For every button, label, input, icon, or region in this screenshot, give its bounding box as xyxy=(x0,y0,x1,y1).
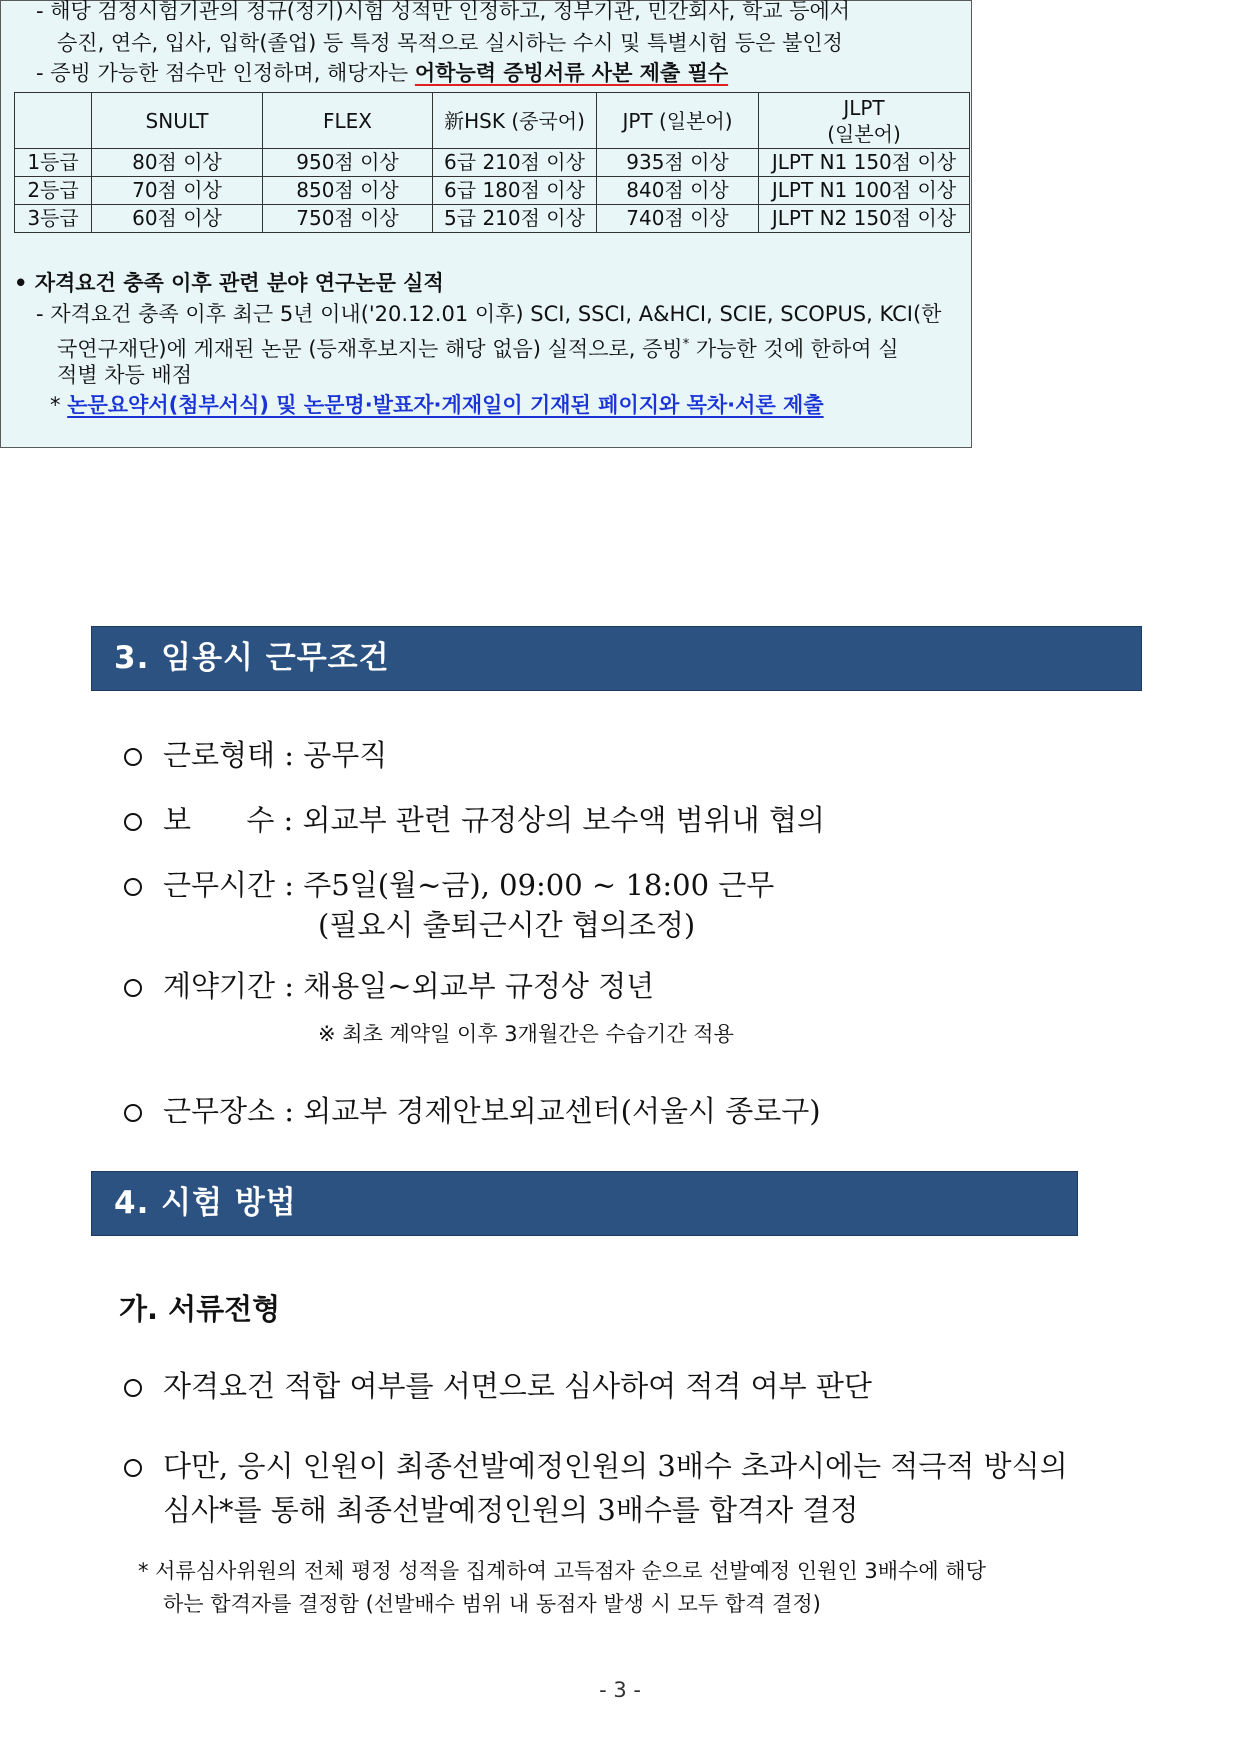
table-row xyxy=(15,177,970,205)
table-cell: 6급 180점 이상 xyxy=(433,177,597,205)
section-3-header: 3. 임용시 근무조건 xyxy=(91,626,1142,691)
table-cell: 80점 이상 xyxy=(92,149,263,177)
jlpt-label: JLPT xyxy=(843,95,885,120)
circle-bullet-icon xyxy=(124,1459,142,1477)
table-cell: JLPT N1 100점 이상 xyxy=(759,177,970,205)
table-header-row xyxy=(15,93,970,149)
table-cell: 70점 이상 xyxy=(92,177,263,205)
table-cell: 3등급 xyxy=(15,205,92,233)
table-header-cell-jlpt xyxy=(759,93,970,149)
circle-bullet-icon xyxy=(124,813,142,831)
table-cell: 740점 이상 xyxy=(597,205,759,233)
salary: 보 수 : 외교부 관련 규정상의 보수액 범위내 협의 xyxy=(163,803,825,837)
footnote-mark: * xyxy=(682,337,690,352)
paper-line-2 xyxy=(57,331,898,363)
section-4-header: 4. 시험 방법 xyxy=(91,1171,1078,1236)
table-header-cell xyxy=(15,93,92,149)
work-hours-note: (필요시 출퇴근시간 협의조정) xyxy=(318,908,696,942)
screening-item-2-line-1: 다만, 응시 인원이 최종선발예정인원의 3배수 초과시에는 적극적 방식의 xyxy=(163,1449,1068,1483)
probation-note: ※ 최초 계약일 이후 3개월간은 수습기간 적용 xyxy=(318,1022,734,1046)
table-cell: 5급 210점 이상 xyxy=(433,205,597,233)
page-number: - 3 - xyxy=(599,1678,641,1702)
footnote-star: * xyxy=(50,393,68,417)
box-line-3 xyxy=(36,59,728,87)
table-cell: 2등급 xyxy=(15,177,92,205)
language-proof-required: 어학능력 증빙서류 사본 제출 필수 xyxy=(414,61,729,85)
circle-bullet-icon xyxy=(124,1104,142,1122)
jlpt-lang-label: (일본어) xyxy=(827,121,901,146)
table-row xyxy=(15,149,970,177)
paper-submission-link[interactable]: 논문요약서(첨부서식) 및 논문명·발표자·게재일이 기재된 페이지와 목차·서론 제출 xyxy=(67,393,824,417)
screening-note-line-1: * 서류심사위원의 전체 평정 성적을 집계하여 고득점자 순으로 선발예정 인원인 3배수에 해당 xyxy=(138,1559,986,1583)
table-cell: JLPT N2 150점 이상 xyxy=(759,205,970,233)
language-score-table xyxy=(14,92,970,233)
work-hours: 근무시간 : 주5일(월~금), 09:00 ~ 18:00 근무 xyxy=(163,868,775,902)
table-cell: 950점 이상 xyxy=(263,149,433,177)
circle-bullet-icon xyxy=(124,748,142,766)
table-cell: 850점 이상 xyxy=(263,177,433,205)
box-line-3-text: - 증빙 가능한 점수만 인정하며, 해당자는 xyxy=(36,61,415,85)
contract-period: 계약기간 : 채용일~외교부 규정상 정년 xyxy=(163,969,655,1003)
circle-bullet-icon xyxy=(124,1379,142,1397)
work-location: 근무장소 : 외교부 경제안보외교센터(서울시 종로구) xyxy=(163,1094,821,1128)
document-screening-title: 가. 서류전형 xyxy=(119,1292,281,1326)
box-line-1: - 해당 검정시험기관의 정규(정기)시험 성적만 인정하고, 정부기관, 민간회사, 학교 등에서 xyxy=(36,0,851,23)
table-cell: 935점 이상 xyxy=(597,149,759,177)
table-cell: 840점 이상 xyxy=(597,177,759,205)
paper-line-4 xyxy=(50,391,824,419)
table-row xyxy=(15,205,970,233)
table-cell: 60점 이상 xyxy=(92,205,263,233)
table-cell: 750점 이상 xyxy=(263,205,433,233)
paper-line-1: - 자격요건 충족 이후 최근 5년 이내('20.12.01 이후) SCI, SSCI, A&HCI, SCIE, SCOPUS, KCI(한 xyxy=(36,302,942,326)
table-cell: 6급 210점 이상 xyxy=(433,149,597,177)
table-header-cell: JPT (일본어) xyxy=(597,93,759,149)
paper-line-2-end: 가능한 것에 한하여 실 xyxy=(689,337,899,361)
circle-bullet-icon xyxy=(124,878,142,896)
paper-line-3: 적별 차등 배점 xyxy=(57,363,193,387)
circle-bullet-icon xyxy=(124,979,142,997)
table-cell: 1등급 xyxy=(15,149,92,177)
box-line-2: 승진, 연수, 입사, 입학(졸업) 등 특정 목적으로 실시하는 수시 및 특별시험 등은 불인정 xyxy=(57,31,843,55)
work-type: 근로형태 : 공무직 xyxy=(163,738,388,772)
table-header-cell: FLEX xyxy=(263,93,433,149)
research-bullet-title: • 자격요건 충족 이후 관련 분야 연구논문 실적 xyxy=(14,271,444,295)
qualification-box xyxy=(0,0,972,448)
screening-note-line-2: 하는 합격자를 결정함 (선발배수 범위 내 동점자 발생 시 모두 합격 결정) xyxy=(163,1592,821,1616)
screening-item-1: 자격요건 적합 여부를 서면으로 심사하여 적격 여부 판단 xyxy=(163,1369,872,1403)
paper-line-2-text: 국연구재단)에 게재된 논문 (등재후보지는 해당 없음) 실적으로, 증빙 xyxy=(57,337,683,361)
screening-item-2-line-2: 심사*를 통해 최종선발예정인원의 3배수를 합격자 결정 xyxy=(163,1493,859,1527)
table-header-cell: 新HSK (중국어) xyxy=(433,93,597,149)
table-cell: JLPT N1 150점 이상 xyxy=(759,149,970,177)
table-header-cell: SNULT xyxy=(92,93,263,149)
